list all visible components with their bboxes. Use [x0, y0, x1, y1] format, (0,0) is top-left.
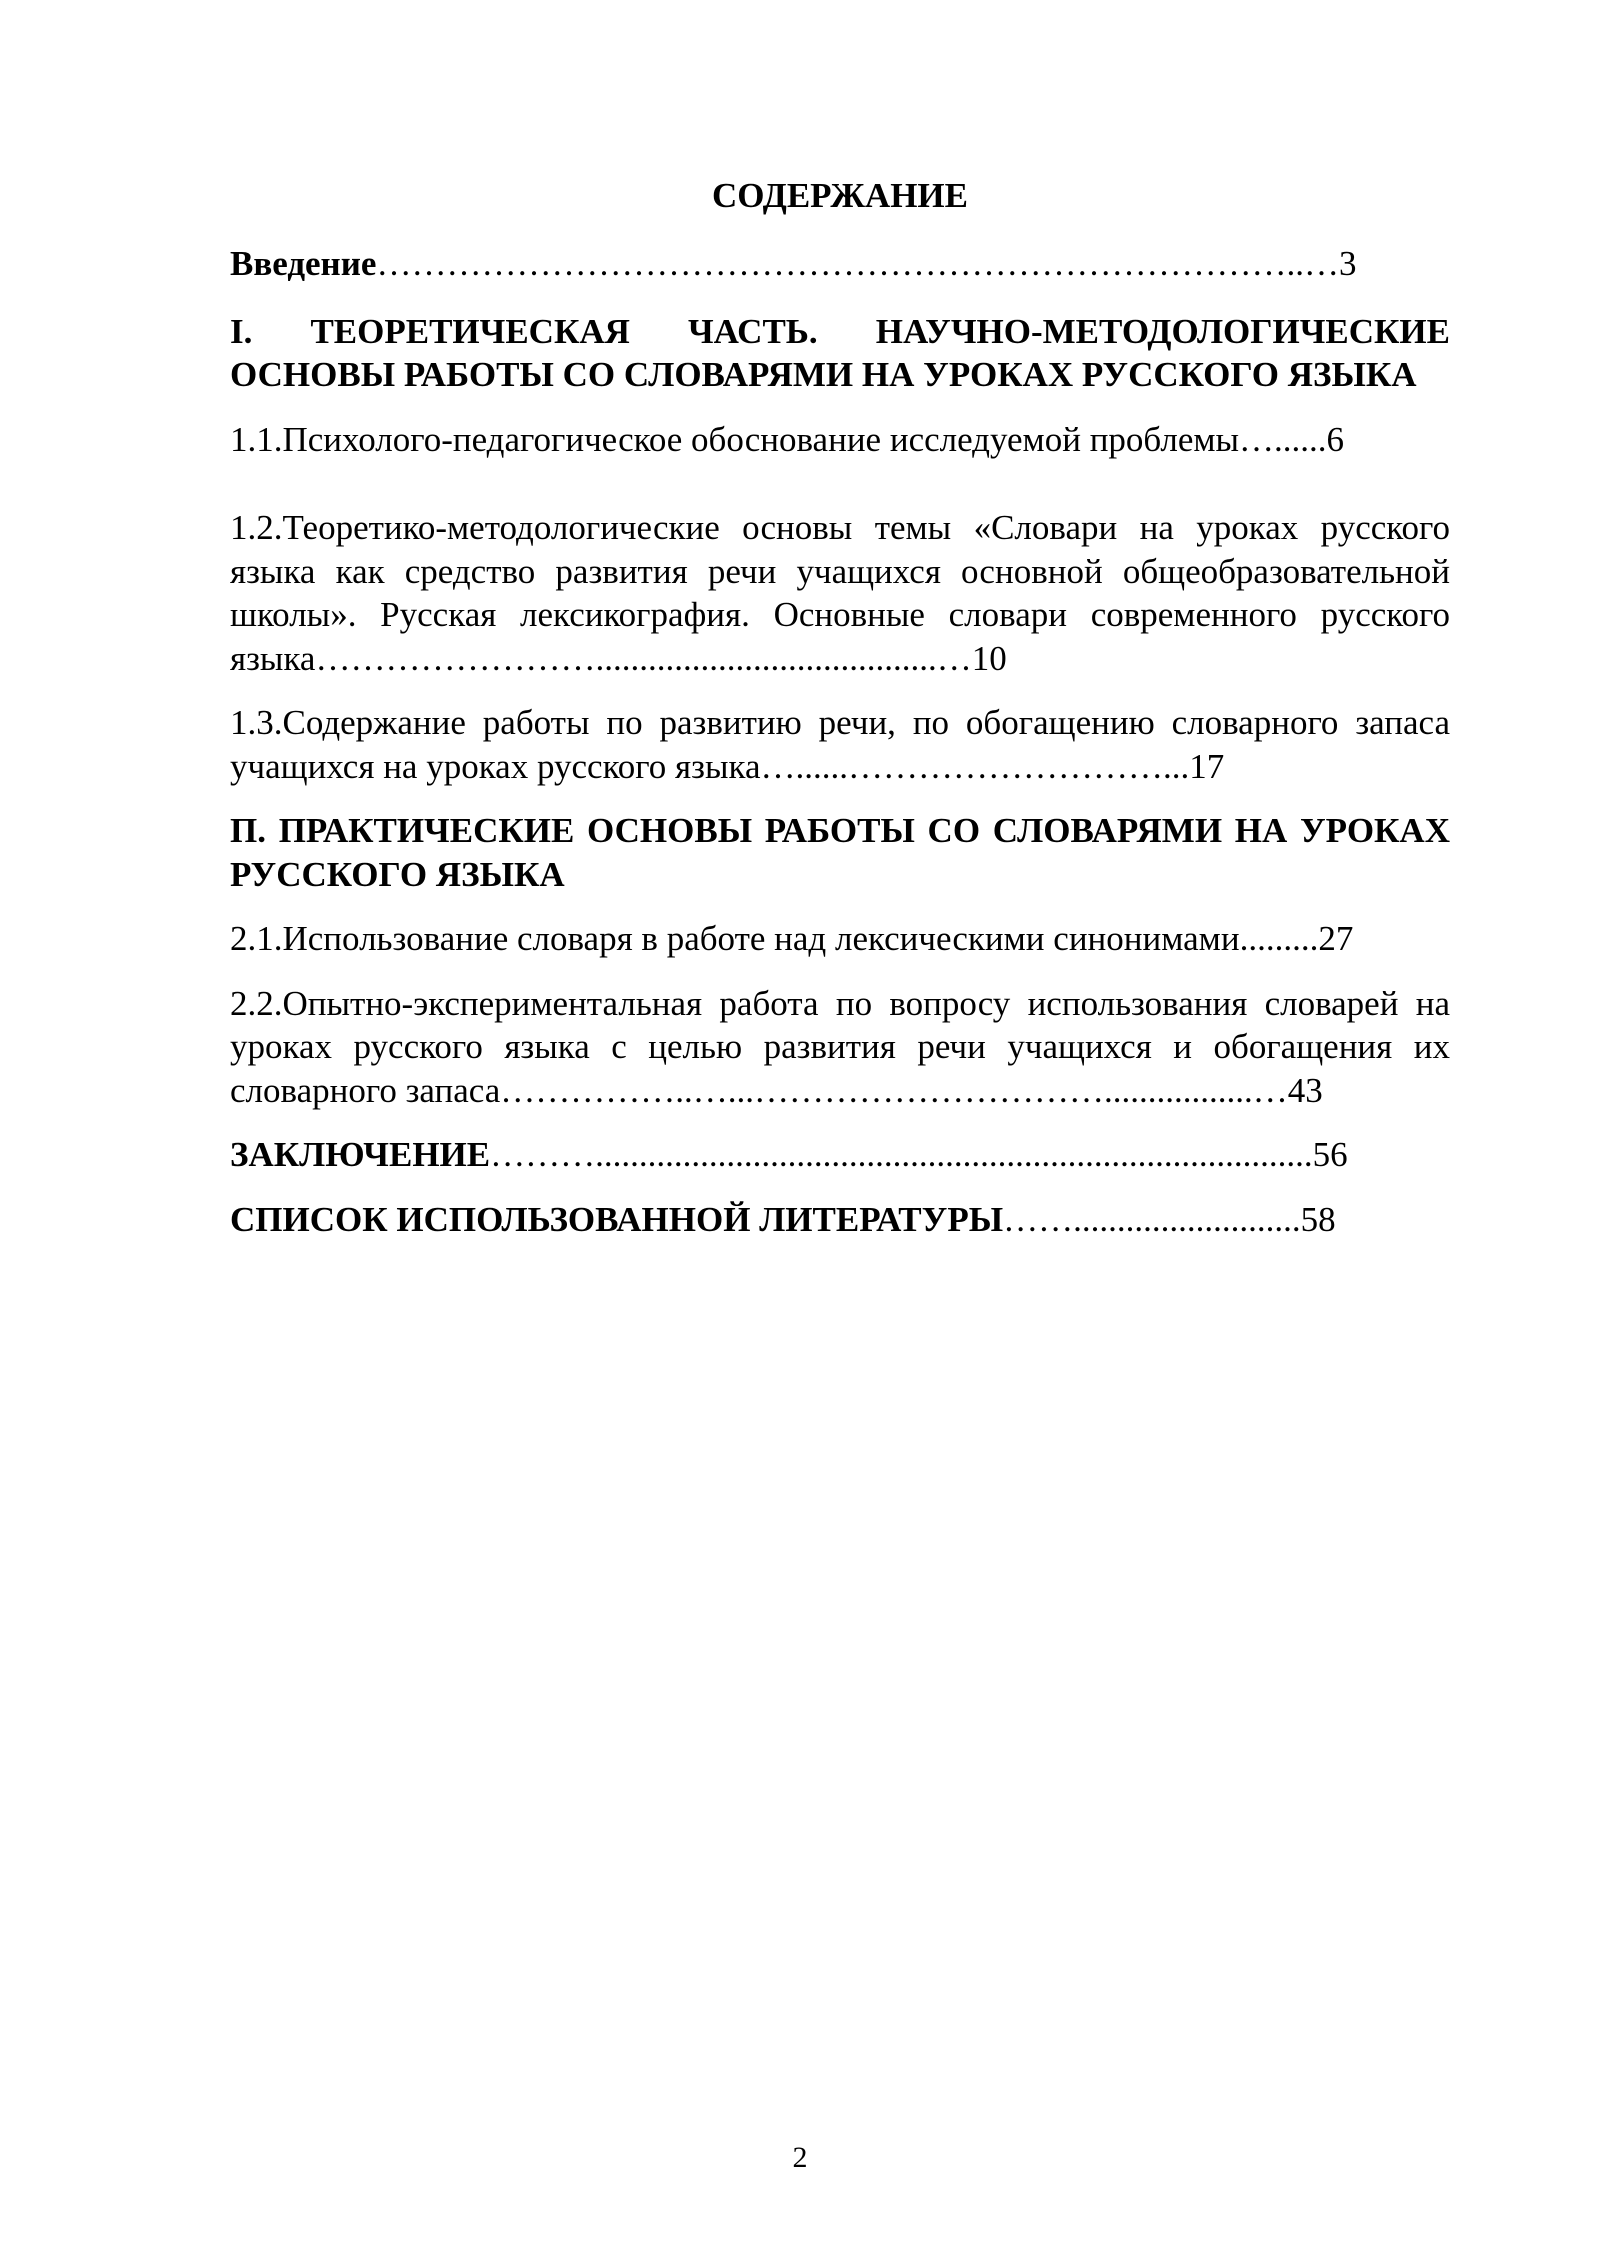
toc-entry-references-leader: ……..........................58	[1003, 1199, 1336, 1239]
toc-entry-2-1: 2.1.Использование словаря в работе над лексическими синонимами.........27	[230, 919, 1354, 958]
toc-entry-1-1: 1.1.Психолого-педагогическое обоснование исследуемой проблемы…......6	[230, 419, 1345, 459]
toc-part1-heading: I. ТЕОРЕТИЧЕСКАЯ ЧАСТЬ. НАУЧНО-МЕТОДОЛОГИЧЕСКИЕ ОСНОВЫ РАБОТЫ СО СЛОВАРЯМИ НА УРОКАХ РУССКОГО ЯЗЫКА	[230, 311, 1450, 394]
toc-part2-heading: П. ПРАКТИЧЕСКИЕ ОСНОВЫ РАБОТЫ СО СЛОВАРЯМИ НА УРОКАХ РУССКОГО ЯЗЫКА	[230, 811, 1450, 894]
toc-entry-1-3: 1.3.Содержание работы по развитию речи, по обогащению словарного запаса учащихся на уроках русского языка…......………………………...17	[230, 703, 1450, 786]
toc-entry-intro-label: Введение	[230, 244, 377, 283]
toc-entry-conclusion-leader: ………..................................................................................56	[490, 1135, 1348, 1174]
toc-entry-references	[230, 1198, 1450, 1242]
toc-entry-conclusion-label: ЗАКЛЮЧЕНИЕ	[230, 1135, 491, 1174]
toc-entry-references-label: СПИСОК ИСПОЛЬЗОВАННОЙ ЛИТЕРАТУРЫ	[230, 1199, 1004, 1239]
toc-entry-1-2: 1.2.Теоретико-методологические основы темы «Словари на уроках русского языка как средство развития речи учащихся основной общеобразовательной школы». Русская лексикография. Основные словари современного русского языка…………………….......................................…10	[230, 508, 1450, 678]
table-of-contents	[230, 174, 1450, 1241]
page-number: 2	[792, 2141, 808, 2174]
toc-entry-intro-leader: ……………………………………………………………………..…3	[376, 244, 1357, 283]
toc-title: СОДЕРЖАНИЕ	[711, 176, 968, 215]
toc-entry-2-2: 2.2.Опытно-экспериментальная работа по вопросу использования словарей на уроках русского языка с целью развития речи учащихся и обогащения их словарного запаса……………..…...………………………….................…43	[230, 983, 1450, 1110]
toc-entry-conclusion	[230, 1133, 1450, 1177]
toc-entry-intro	[230, 242, 1450, 286]
